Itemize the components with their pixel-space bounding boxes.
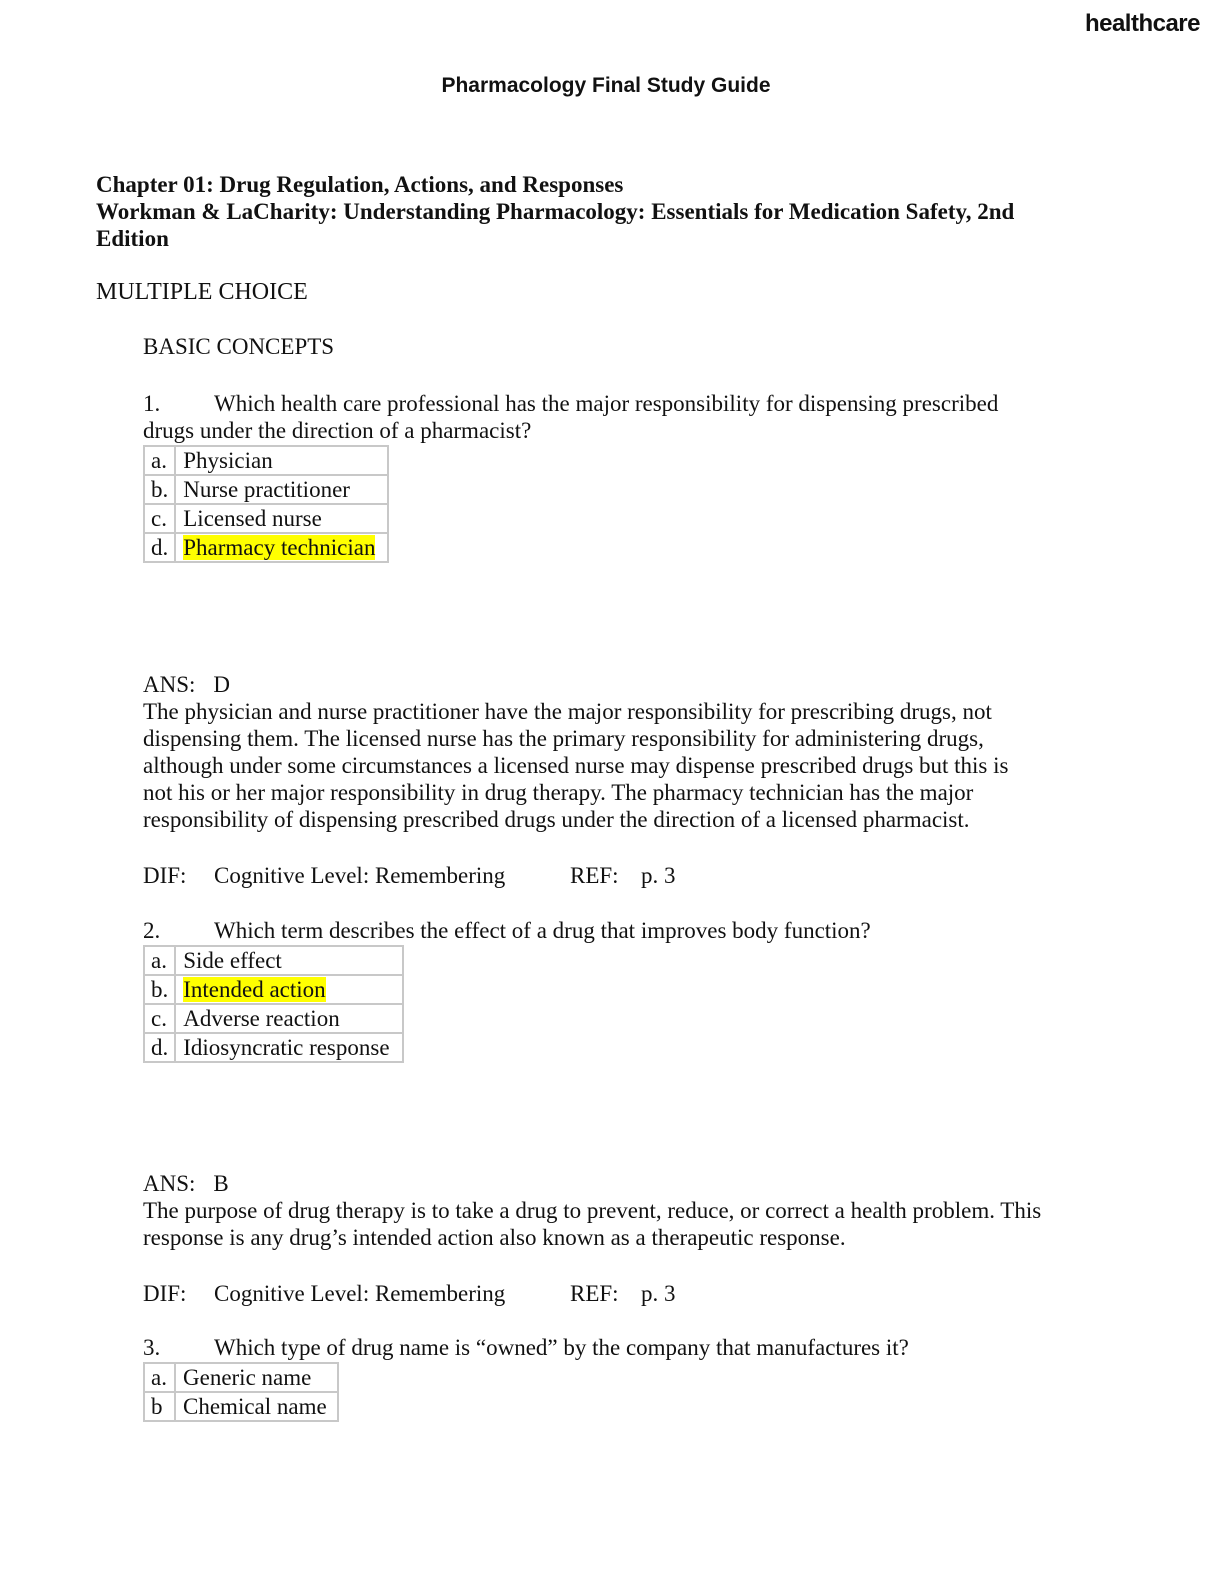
question-number: 1. [143,391,161,416]
choice-letter: b. [144,975,175,1004]
rationale: The purpose of drug therapy is to take a drug to prevent, reduce, or correct a health problem. This response is any drug’s intended action also known as a therapeutic response. [143,1198,1042,1250]
ans-letter: D [213,672,231,697]
dif-ref-line-1 [143,862,1043,889]
highlighted-answer: Pharmacy technician [183,535,376,560]
book-title: Workman & LaCharity: Understanding Pharmacology: Essentials for Medication Safety, 2nd Edition [96,199,1015,251]
choice-text-correct [175,533,388,562]
ans-label: ANS: [143,1171,196,1196]
choice-row [144,475,388,504]
question-number: 2. [143,918,161,943]
section-heading: MULTIPLE CHOICE [96,279,308,305]
choice-row [144,533,388,562]
choice-letter: a. [144,446,175,475]
choice-row [144,1363,338,1392]
choice-letter: b. [144,475,175,504]
choice-letter: d. [144,1033,175,1062]
choices-table [143,445,389,563]
ans-label: ANS: [143,672,196,697]
choice-letter: a. [144,1363,175,1392]
chapter-title: Chapter 01: Drug Regulation, Actions, and Responses [96,172,624,197]
choice-text: Adverse reaction [175,1004,403,1033]
dif-label: DIF: [143,1281,187,1306]
choice-text: Physician [175,446,388,475]
choice-row [144,504,388,533]
choice-text: Idiosyncratic response [175,1033,403,1062]
ref-label: REF: [570,1281,619,1306]
question-number: 3. [143,1335,161,1360]
question-text: Which health care professional has the major responsibility for dispensing prescribed drugs under the direction of a pharmacist? [143,391,999,443]
question-stem [143,917,1043,944]
rationale: The physician and nurse practitioner have the major responsibility for prescribing drugs, not dispensing them. The licensed nurse has the primary responsibility for administering drugs, although under some circumstances a licensed nurse may dispense prescribed drugs but this is not his or her major responsibility in drug therapy. The pharmacy technician has the major responsibility of dispensing prescribed drugs under the direction of a licensed pharmacist. [143,699,1009,832]
dif-ref-line-2 [143,1280,1043,1307]
answer-block-2 [143,1170,1043,1251]
answer-line [143,671,1043,698]
choice-letter: b [144,1392,175,1421]
question-3 [143,1334,1043,1422]
choice-text: Chemical name [175,1392,338,1421]
ref-label: REF: [570,863,619,888]
choice-letter: a. [144,946,175,975]
highlighted-answer: Intended action [183,977,326,1002]
answer-block-1 [143,671,1043,833]
subsection-heading: BASIC CONCEPTS [143,334,335,359]
question-stem [143,390,1043,444]
choice-text: Licensed nurse [175,504,388,533]
question-1 [143,390,1043,563]
choice-row [144,946,403,975]
dif-value: Cognitive Level: Remembering [214,1281,506,1306]
dif-value: Cognitive Level: Remembering [214,863,506,888]
choice-letter: c. [144,504,175,533]
choice-text-correct [175,975,403,1004]
question-text: Which type of drug name is “owned” by the company that manufactures it? [214,1335,909,1360]
choice-row [144,446,388,475]
choice-row [144,1392,338,1421]
choice-text: Nurse practitioner [175,475,388,504]
dif-label: DIF: [143,863,187,888]
choice-text: Side effect [175,946,403,975]
ref-value: p. 3 [641,1281,676,1306]
page-title: Pharmacology Final Study Guide [441,74,771,97]
choices-table [143,1362,339,1422]
answer-line [143,1170,1043,1197]
question-stem [143,1334,1043,1361]
choice-row [144,975,403,1004]
chapter-heading [96,171,1086,252]
question-text: Which term describes the effect of a drug that improves body function? [214,918,871,943]
ref-value: p. 3 [641,863,676,888]
choice-row [144,1004,403,1033]
choice-row [144,1033,403,1062]
question-2 [143,917,1043,1063]
choices-table [143,945,404,1063]
choice-text: Generic name [175,1363,338,1392]
ans-letter: B [213,1171,229,1196]
watermark: healthcare [1084,10,1200,37]
choice-letter: c. [144,1004,175,1033]
choice-letter: d. [144,533,175,562]
